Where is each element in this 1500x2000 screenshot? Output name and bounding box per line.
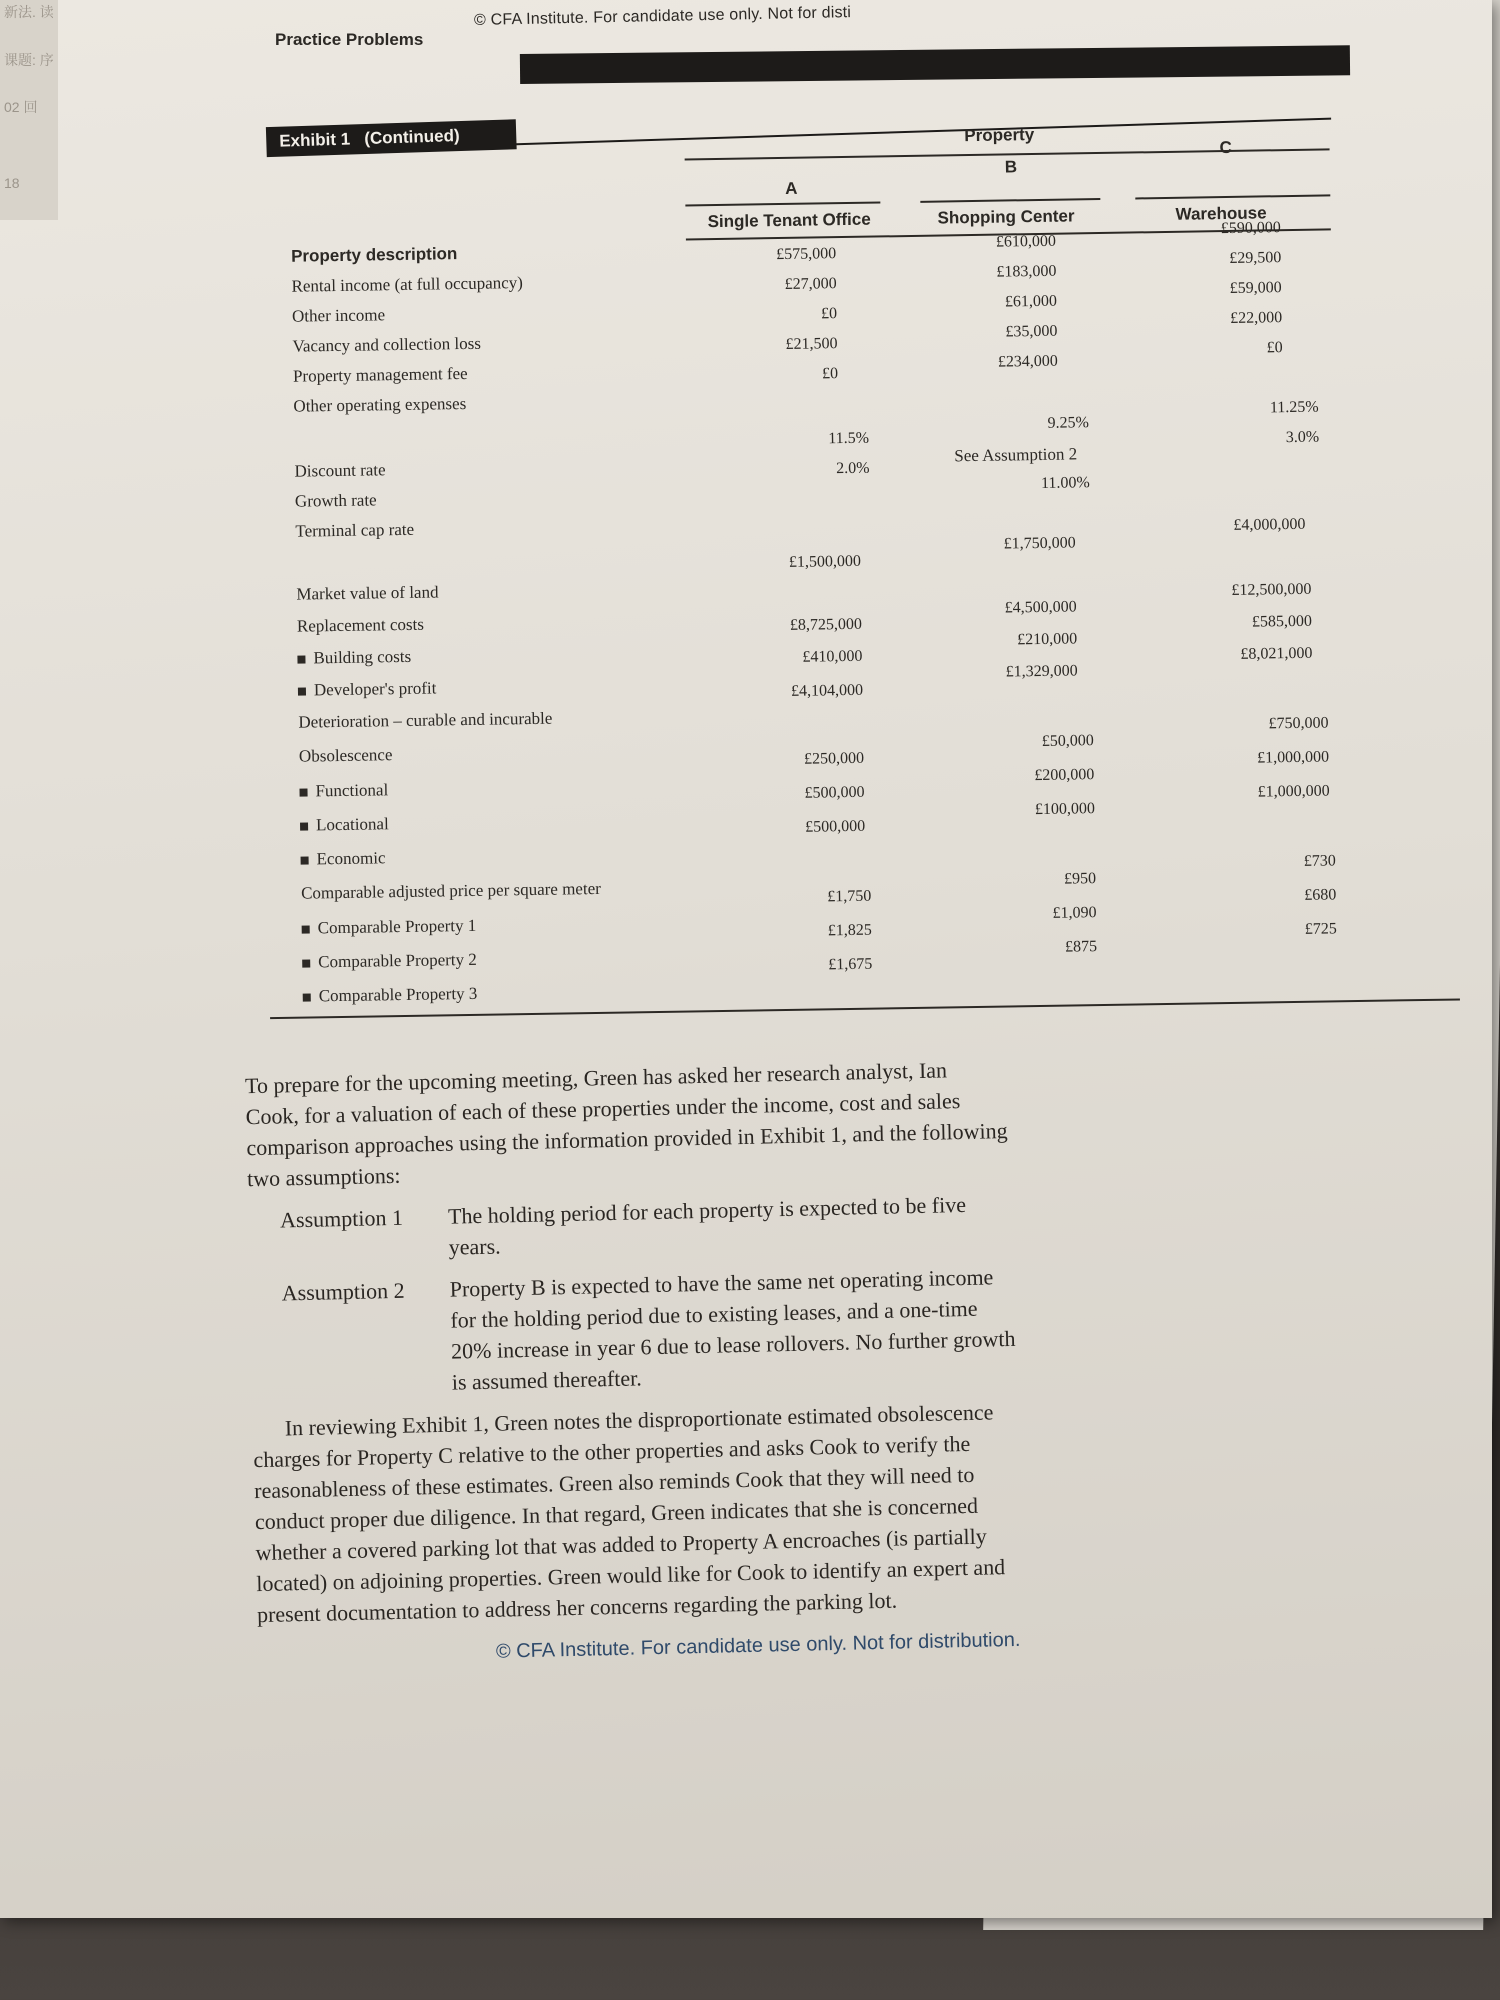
review-line-4: conduct proper due diligence. In that regard, Green indicates that she is concerned: [254, 1492, 979, 1535]
review-line-5: whether a covered parking lot that was added to Property A encroaches (is partially: [255, 1523, 987, 1566]
row-label-terminal-cap: Terminal cap rate: [295, 519, 415, 541]
value-b-functional: £50,000: [1041, 732, 1094, 750]
group-header-property: Property: [964, 125, 1035, 146]
value-b-discount-rate: 9.25%: [1047, 414, 1089, 432]
value-c-building: £12,500,000: [1231, 580, 1312, 599]
row-label-developer-profit: [298, 678, 437, 700]
value-a-comp-1: £1,750: [827, 887, 872, 906]
intro-line-3: comparison approaches using the information provided in Exhibit 1, and the following: [246, 1117, 1008, 1161]
bullet-icon: [299, 789, 307, 797]
value-c-vacancy: £59,000: [1229, 279, 1282, 297]
bullet-icon: [302, 960, 310, 968]
value-a-vacancy: £0: [820, 305, 838, 323]
value-c-comp-1: £730: [1303, 852, 1336, 870]
intro-line-1: To prepare for the upcoming meeting, Green has asked her research analyst, Ian: [244, 1057, 948, 1099]
functional-text: Functional: [315, 780, 389, 801]
row-label-economic: [300, 848, 385, 869]
value-b-other-expenses: £234,000: [997, 352, 1058, 371]
row-label-comparable-3: [303, 984, 478, 1007]
value-c-locational: £1,000,000: [1256, 748, 1330, 767]
property-description-label: Property description: [290, 244, 458, 266]
column-name-c: Warehouse: [1175, 203, 1267, 224]
value-a-developer: £410,000: [802, 647, 863, 666]
value-c-rental: £590,000: [1220, 219, 1281, 238]
value-a-other-expenses: £0: [821, 365, 839, 383]
value-c-discount-rate: 11.25%: [1269, 398, 1319, 417]
row-label-management-fee: Property management fee: [292, 363, 468, 386]
value-a-rental: £575,000: [776, 245, 837, 264]
value-c-growth-rate: 3.0%: [1285, 428, 1320, 447]
value-a-growth-rate: 2.0%: [836, 459, 870, 478]
running-head: Practice Problems: [275, 30, 424, 49]
value-c-developer: £585,000: [1251, 612, 1313, 631]
assumption-1-line-1: The holding period for each property is expected to be five: [447, 1191, 967, 1229]
row-label-comparable-price: Comparable adjusted price per square meter: [300, 878, 601, 903]
value-b-building: £4,500,000: [1004, 598, 1077, 617]
edge-mark: 课题: 序: [4, 52, 54, 68]
value-b-deterioration: £1,329,000: [1005, 662, 1078, 681]
assumption-2-line-2: for the holding period due to existing leases, and a one-time: [450, 1295, 978, 1333]
copyright-bottom: © CFA Institute. For candidate use only. Not for distribution.: [495, 1628, 1021, 1663]
row-label-vacancy: Vacancy and collection loss: [292, 333, 482, 356]
value-b-comp-2: £1,090: [1052, 904, 1097, 922]
value-a-comp-2: £1,825: [827, 921, 872, 940]
column-name-a: Single Tenant Office: [707, 209, 871, 232]
row-label-obsolescence: Obsolescence: [298, 745, 393, 766]
value-b-rental: £610,000: [995, 232, 1057, 251]
row-label-replacement-costs: Replacement costs: [296, 614, 425, 636]
comparable-3-text: Comparable Property 3: [318, 983, 478, 1006]
review-line-7: present documentation to address her concerns regarding the parking lot.: [256, 1587, 898, 1628]
exhibit-subtitle: (Continued): [363, 126, 460, 148]
assumption-2-line-1: Property B is expected to have the same net operating income: [449, 1264, 994, 1302]
row-label-comparable-2: [302, 950, 477, 973]
row-label-land-value: Market value of land: [296, 582, 439, 604]
value-a-building: £8,725,000: [789, 615, 863, 634]
row-label-building-costs: [297, 647, 411, 669]
intro-line-4: two assumptions:: [246, 1162, 401, 1192]
bullet-icon: [301, 857, 309, 865]
value-c-economic: £1,000,000: [1257, 782, 1330, 801]
bullet-icon: [303, 994, 311, 1002]
column-rule-c: [1135, 194, 1330, 199]
bullet-icon: [300, 823, 308, 831]
assumption-2-label: Assumption 2: [281, 1277, 405, 1306]
value-b-terminal-cap: 11.00%: [1040, 474, 1090, 492]
review-line-1: In reviewing Exhibit 1, Green notes the disproportionate estimated obsolescence: [284, 1399, 994, 1441]
locational-text: Locational: [315, 814, 389, 835]
left-edge-marks: [0, 0, 58, 220]
economic-text: Economic: [316, 848, 386, 869]
value-b-comp-3: £875: [1064, 938, 1098, 956]
row-label-other-income: Other income: [291, 305, 386, 326]
value-c-comp-3: £725: [1304, 920, 1337, 938]
edge-mark: 新法. 读: [4, 4, 54, 20]
value-c-other-income: £29,500: [1229, 249, 1282, 267]
review-line-6: located) on adjoining properties. Green would like for Cook to identify an expert and: [256, 1554, 1006, 1597]
bullet-icon: [302, 926, 310, 934]
building-costs-text: Building costs: [313, 646, 412, 668]
exhibit-number: Exhibit 1: [279, 129, 351, 151]
value-c-deterioration: £8,021,000: [1240, 644, 1313, 663]
column-rule-b: [920, 198, 1100, 203]
row-label-rental-income: Rental income (at full occupancy): [291, 273, 524, 296]
edge-mark: 18: [4, 175, 20, 191]
value-a-management: £21,500: [785, 335, 838, 353]
row-label-deterioration: Deterioration – curable and incurable: [298, 708, 553, 732]
developer-profit-text: Developer's profit: [313, 678, 437, 700]
comparable-2-text: Comparable Property 2: [318, 949, 477, 972]
value-b-developer: £210,000: [1017, 630, 1078, 649]
row-label-comparable-1: [302, 916, 477, 939]
bullet-icon: [297, 656, 305, 664]
bullet-icon: [298, 688, 306, 696]
row-label-locational: [300, 814, 389, 835]
copyright-top: © CFA Institute. For candidate use only. Not for disti: [473, 4, 852, 29]
column-name-b: Shopping Center: [937, 206, 1075, 228]
column-rule-a: [685, 201, 880, 206]
value-b-comp-1: £950: [1063, 870, 1097, 888]
value-b-management: £35,000: [1005, 322, 1058, 341]
value-b-other-income: £183,000: [996, 262, 1057, 281]
assumption-2-line-4: is assumed thereafter.: [451, 1365, 643, 1395]
value-a-land: £1,500,000: [788, 552, 862, 571]
review-line-3: reasonableness of these estimates. Green also reminds Cook that they will need to: [253, 1461, 975, 1504]
value-a-functional: £250,000: [803, 749, 865, 768]
assumption-2-line-3: 20% increase in year 6 due to lease rollovers. No further growth: [450, 1325, 1016, 1364]
review-line-2: charges for Property C relative to the other properties and asks Cook to verify the: [253, 1430, 971, 1473]
column-letter-a: A: [784, 178, 798, 198]
value-c-land: £4,000,000: [1233, 515, 1306, 534]
value-c-other-expenses: £0: [1266, 339, 1283, 357]
value-a-deterioration: £4,104,000: [790, 681, 864, 700]
value-a-other-income: £27,000: [784, 275, 837, 293]
value-b-economic: £100,000: [1034, 800, 1096, 819]
value-a-discount-rate: 11.5%: [828, 429, 870, 448]
value-b-growth-rate: See Assumption 2: [954, 444, 1078, 466]
value-c-comp-2: £680: [1304, 886, 1337, 904]
value-b-locational: £200,000: [1034, 766, 1095, 785]
value-c-functional: £750,000: [1268, 714, 1329, 733]
column-letter-b: B: [1004, 157, 1018, 177]
intro-line-2: Cook, for a valuation of each of these properties under the income, cost and sales: [245, 1088, 961, 1130]
assumption-1-line-2: years.: [448, 1233, 501, 1260]
value-b-vacancy: £61,000: [1004, 292, 1058, 311]
edge-mark: 02 回: [4, 99, 38, 115]
exhibit-title-bar: [266, 94, 1331, 157]
value-a-economic: £500,000: [805, 817, 866, 836]
header-bar: [520, 45, 1350, 84]
value-a-locational: £500,000: [804, 783, 865, 802]
row-label-growth-rate: Growth rate: [294, 490, 377, 511]
column-letter-c: C: [1219, 137, 1232, 158]
row-label-discount-rate: Discount rate: [294, 460, 386, 481]
row-label-other-expenses: Other operating expenses: [293, 393, 467, 416]
row-label-functional: [299, 780, 388, 801]
value-c-management: £22,000: [1230, 309, 1283, 327]
value-b-land: £1,750,000: [1003, 534, 1076, 553]
comparable-1-text: Comparable Property 1: [317, 915, 477, 938]
value-a-comp-3: £1,675: [828, 955, 873, 974]
assumption-1-label: Assumption 1: [279, 1204, 404, 1233]
